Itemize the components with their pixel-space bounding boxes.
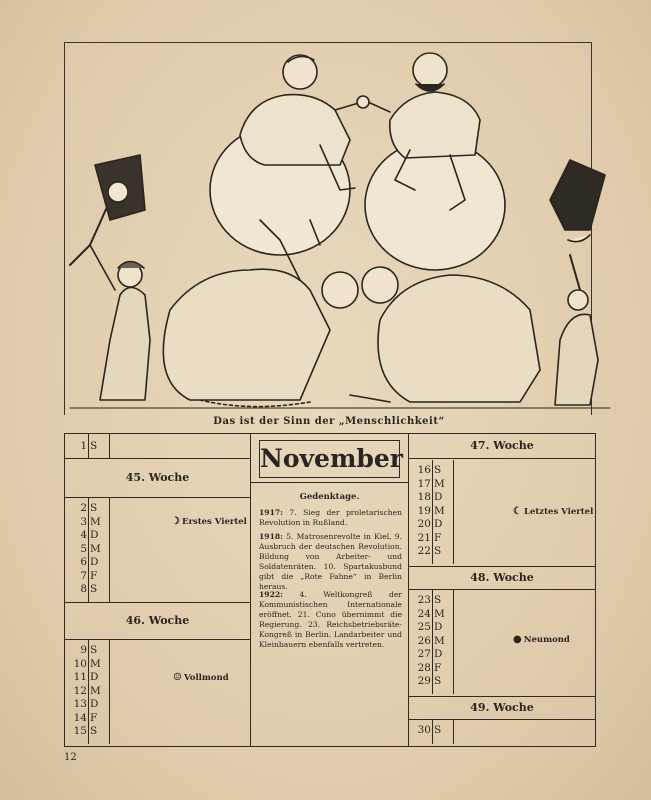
- calendar-right-column: [409, 434, 595, 746]
- text: D: [90, 529, 99, 541]
- month-title: November: [259, 440, 400, 478]
- day-row: [65, 556, 250, 570]
- day-column-divider: [88, 434, 89, 458]
- text: D: [434, 518, 443, 530]
- text: 1922:: [259, 590, 283, 599]
- text: 29: [417, 675, 431, 687]
- day-number: 1: [80, 440, 87, 452]
- text: 7. Sieg der proletarischen Revolution in Rußland.: [259, 508, 402, 527]
- day-row: [409, 532, 595, 546]
- moon-phase-last-quarter: [513, 506, 593, 517]
- week-header-46: 46. Woche: [65, 602, 250, 640]
- text: 8: [80, 583, 87, 595]
- text: 24: [417, 607, 431, 620]
- text: 20: [417, 518, 431, 530]
- gedenktage-entry: [259, 590, 402, 650]
- text: 13: [73, 698, 87, 710]
- text: M: [434, 504, 445, 517]
- text: 2: [80, 502, 87, 514]
- day-row: [409, 491, 595, 505]
- gedenktage-entry: [259, 532, 402, 592]
- text: 9: [80, 644, 87, 656]
- weekday-letter: S: [90, 440, 98, 452]
- week-48-days: [409, 590, 595, 694]
- text: M: [90, 684, 101, 697]
- text: S: [434, 594, 442, 606]
- day-row: [409, 464, 595, 478]
- text: 5. Matrosenrevolte in Kiel, 9. Ausbruch der deutschen Revolution. Bildung von Arbeiter- und Soldatenräten. 10. Spartakusbund gibt die „Rote Fahne“ in Berlin heraus.: [259, 532, 402, 591]
- moon-phase-first-quarter: [171, 516, 247, 527]
- day-row: [65, 502, 250, 516]
- text: S: [90, 583, 98, 595]
- day-row: [409, 724, 595, 738]
- day-row: [65, 543, 250, 557]
- text: 26: [417, 634, 431, 647]
- calendar-grid: [64, 433, 596, 747]
- week-47-days: [409, 460, 595, 564]
- day-row: [65, 583, 250, 597]
- new-moon-icon: ●: [513, 634, 522, 645]
- day-row: [409, 662, 595, 676]
- text: M: [90, 657, 101, 670]
- text: 19: [417, 504, 431, 517]
- week-header-45: 45. Woche: [65, 458, 250, 498]
- text: 23: [417, 594, 431, 606]
- text: 30: [417, 724, 431, 736]
- full-moon-icon: ☺: [173, 672, 182, 683]
- text: Vollmond: [183, 673, 229, 683]
- divider: [251, 482, 408, 483]
- text: Neumond: [523, 635, 570, 645]
- text: 21: [417, 531, 431, 544]
- moon-first-quarter-icon: ☽: [171, 516, 180, 527]
- text: F: [90, 569, 98, 582]
- page-number: 12: [64, 752, 77, 763]
- text: D: [434, 621, 443, 633]
- text: 7: [80, 569, 87, 582]
- day-row: [409, 621, 595, 635]
- day-row: [409, 648, 595, 662]
- day-row: [409, 608, 595, 622]
- day-column-divider: [109, 434, 110, 458]
- text: 27: [417, 648, 431, 660]
- day-row: [409, 545, 595, 559]
- text: S: [90, 725, 98, 737]
- cartoon-illustration: [50, 40, 615, 420]
- text: D: [434, 648, 443, 660]
- text: M: [434, 634, 445, 647]
- text: S: [90, 644, 98, 656]
- text: 12: [73, 684, 87, 697]
- text: 18: [417, 491, 431, 503]
- text: F: [90, 711, 98, 724]
- text: 10: [73, 657, 87, 670]
- day-row: [65, 644, 250, 658]
- day-row: [65, 440, 250, 455]
- text: 1917:: [259, 508, 283, 517]
- text: D: [90, 671, 99, 683]
- day-row: [65, 712, 250, 726]
- text: 16: [417, 464, 431, 476]
- text: 11: [73, 671, 87, 683]
- text: D: [434, 491, 443, 503]
- illustration-caption: Das ist der Sinn der „Menschlichkeit“: [213, 416, 445, 427]
- text: D: [90, 698, 99, 710]
- text: 5: [80, 542, 87, 555]
- text: S: [434, 724, 442, 736]
- text: S: [434, 545, 442, 557]
- week-45-days: [65, 498, 250, 602]
- day-row: [65, 658, 250, 672]
- text: M: [90, 515, 101, 528]
- text: 3: [80, 515, 87, 528]
- text: 14: [73, 711, 87, 724]
- text: 28: [417, 661, 431, 674]
- text: 4: [80, 529, 87, 541]
- calendar-middle-column: [251, 434, 409, 746]
- day-row: [409, 478, 595, 492]
- text: 22: [417, 545, 431, 557]
- week-49-days: [409, 720, 595, 744]
- text: M: [90, 542, 101, 555]
- text: 15: [73, 725, 87, 737]
- moon-phase-full: [173, 672, 229, 683]
- day-row: [65, 529, 250, 543]
- week-header-47: 47. Woche: [409, 434, 595, 459]
- text: Letztes Viertel: [523, 507, 594, 517]
- text: F: [434, 531, 442, 544]
- gedenktage-entry: [259, 508, 402, 528]
- text: S: [434, 675, 442, 687]
- gedenktage-title: Gedenktage.: [299, 492, 360, 502]
- day-row: [65, 570, 250, 584]
- text: S: [434, 464, 442, 476]
- text: F: [434, 661, 442, 674]
- text: S: [90, 502, 98, 514]
- text: Erstes Viertel: [181, 517, 247, 527]
- text: 6: [80, 556, 87, 568]
- day-row: [65, 698, 250, 712]
- week-header-49: 49. Woche: [409, 696, 595, 720]
- moon-phase-new: [513, 634, 570, 645]
- moon-last-quarter-icon: ☾: [513, 506, 522, 517]
- text: D: [90, 556, 99, 568]
- week-header-48: 48. Woche: [409, 566, 595, 590]
- day-row: [65, 725, 250, 739]
- text: 1918:: [259, 532, 283, 541]
- text: 17: [417, 477, 431, 490]
- day-row: [409, 518, 595, 532]
- text: 4. Weltkongreß der Kommunistischen Internationale eröffnet. 21. Cuno übernimmt die Regierung. 23. Reichsbetriebsräte-Kongreß in Berlin. Landarbeiter und Kleinbauern ebenfalls vertreten.: [259, 590, 402, 649]
- calendar-left-column: [65, 434, 251, 746]
- day-row: [409, 594, 595, 608]
- text: M: [434, 477, 445, 490]
- day-row: [409, 675, 595, 689]
- week-46-days: [65, 640, 250, 744]
- day-row: [65, 685, 250, 699]
- text: 25: [417, 621, 431, 633]
- text: M: [434, 607, 445, 620]
